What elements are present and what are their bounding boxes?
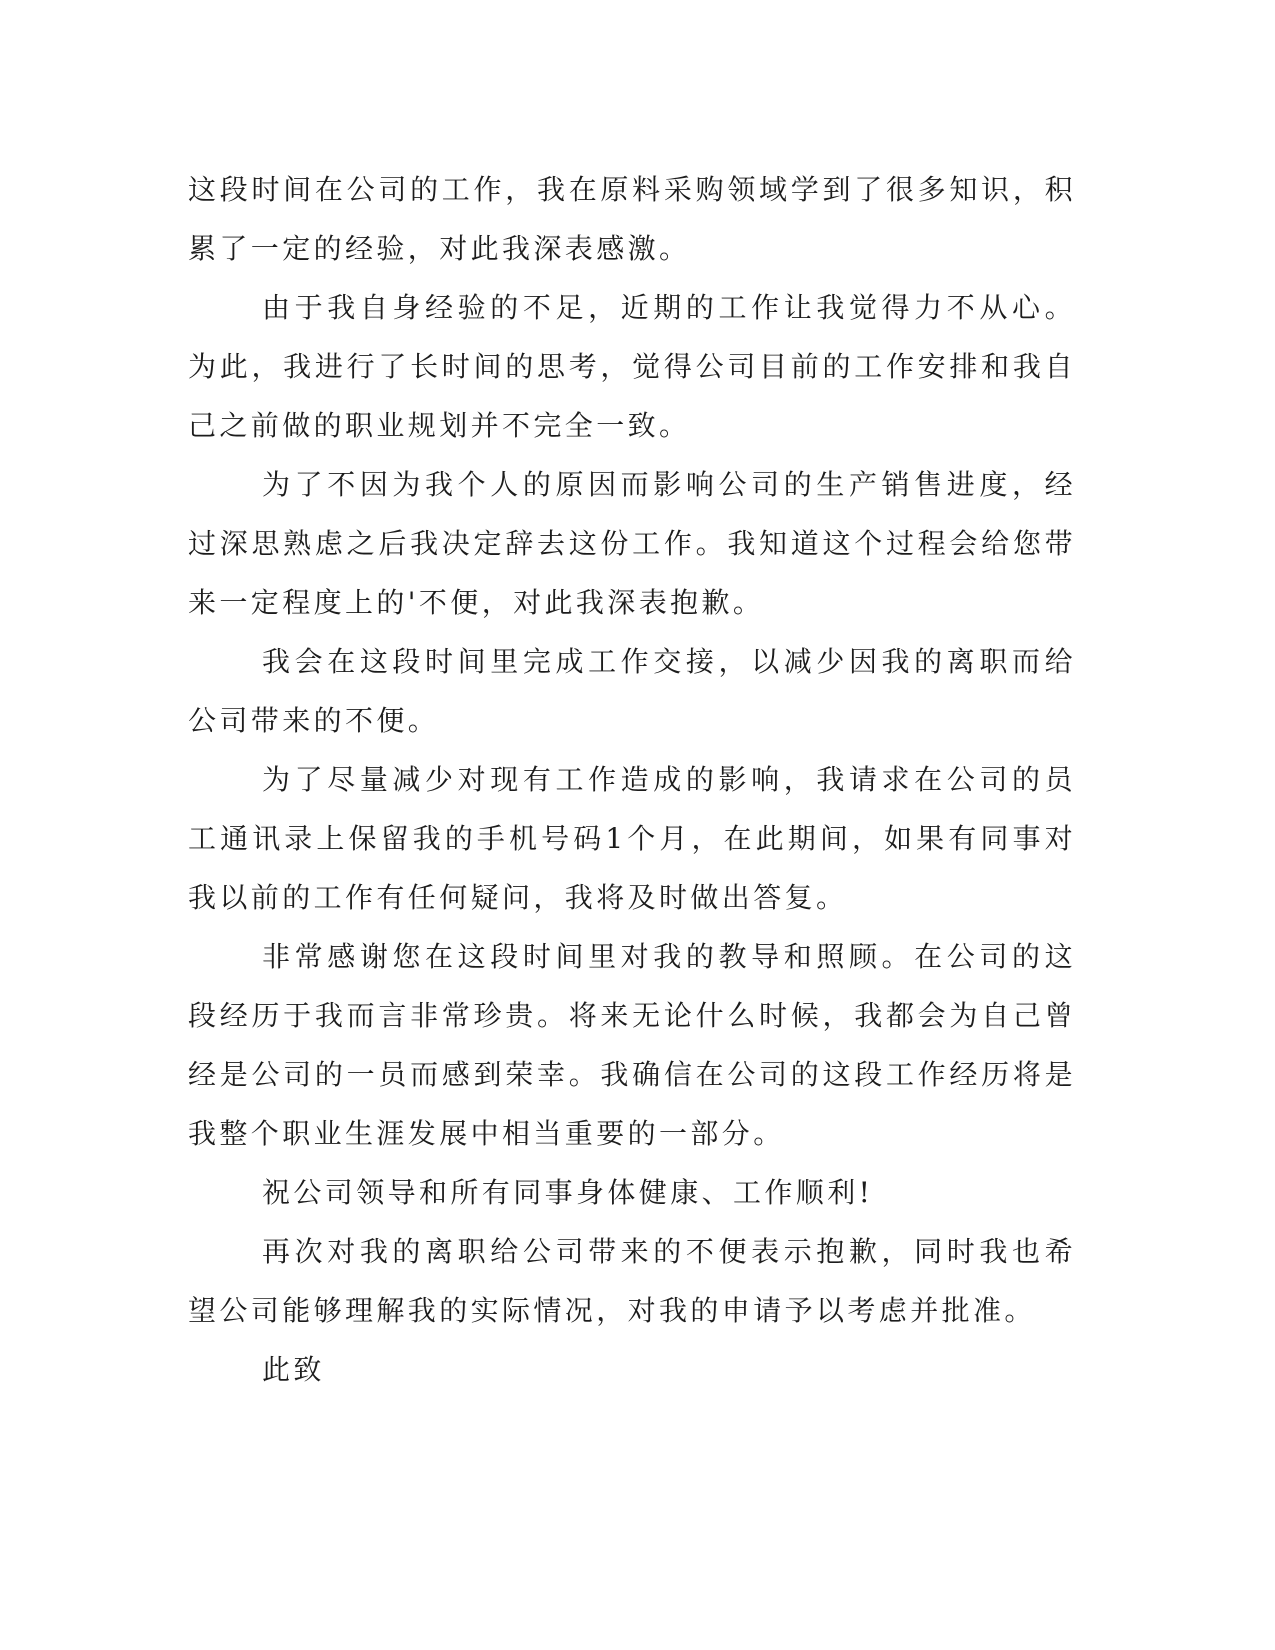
paragraph-gratitude: 这段时间在公司的工作，我在原料采购领域学到了很多知识，积累了一定的经验，对此我深表感激。 [188,173,1076,265]
paragraph-wishes: 祝公司领导和所有同事身体健康、工作顺利! [262,1176,874,1209]
paragraph-reason: 由于我自身经验的不足，近期的工作让我觉得力不从心。为此，我进行了长时间的思考，觉得公司目前的工作安排和我自己之前做的职业规划并不完全一致。 [188,291,1076,442]
letter-body [188,160,1076,1399]
closing-salutation: 此致 [262,1353,325,1386]
paragraph-decision: 为了不因为我个人的原因而影响公司的生产销售进度，经过深思熟虑之后我决定辞去这份工作。我知道这个过程会给您带来一定程度上的'不便，对此我深表抱歉。 [188,468,1076,619]
paragraph-contact: 为了尽量减少对现有工作造成的影响，我请求在公司的员工通讯录上保留我的手机号码1个月，在此期间，如果有同事对我以前的工作有任何疑问，我将及时做出答复。 [188,763,1076,914]
paragraph-apology: 再次对我的离职给公司带来的不便表示抱歉，同时我也希望公司能够理解我的实际情况，对我的申请予以考虑并批准。 [188,1235,1076,1327]
paragraph-thanks: 非常感谢您在这段时间里对我的教导和照顾。在公司的这段经历于我而言非常珍贵。将来无论什么时候，我都会为自己曾经是公司的一员而感到荣幸。我确信在公司的这段工作经历将是我整个职业生涯发展中相当重要的一部分。 [188,940,1076,1150]
paragraph-handover: 我会在这段时间里完成工作交接，以减少因我的离职而给公司带来的不便。 [188,645,1076,737]
